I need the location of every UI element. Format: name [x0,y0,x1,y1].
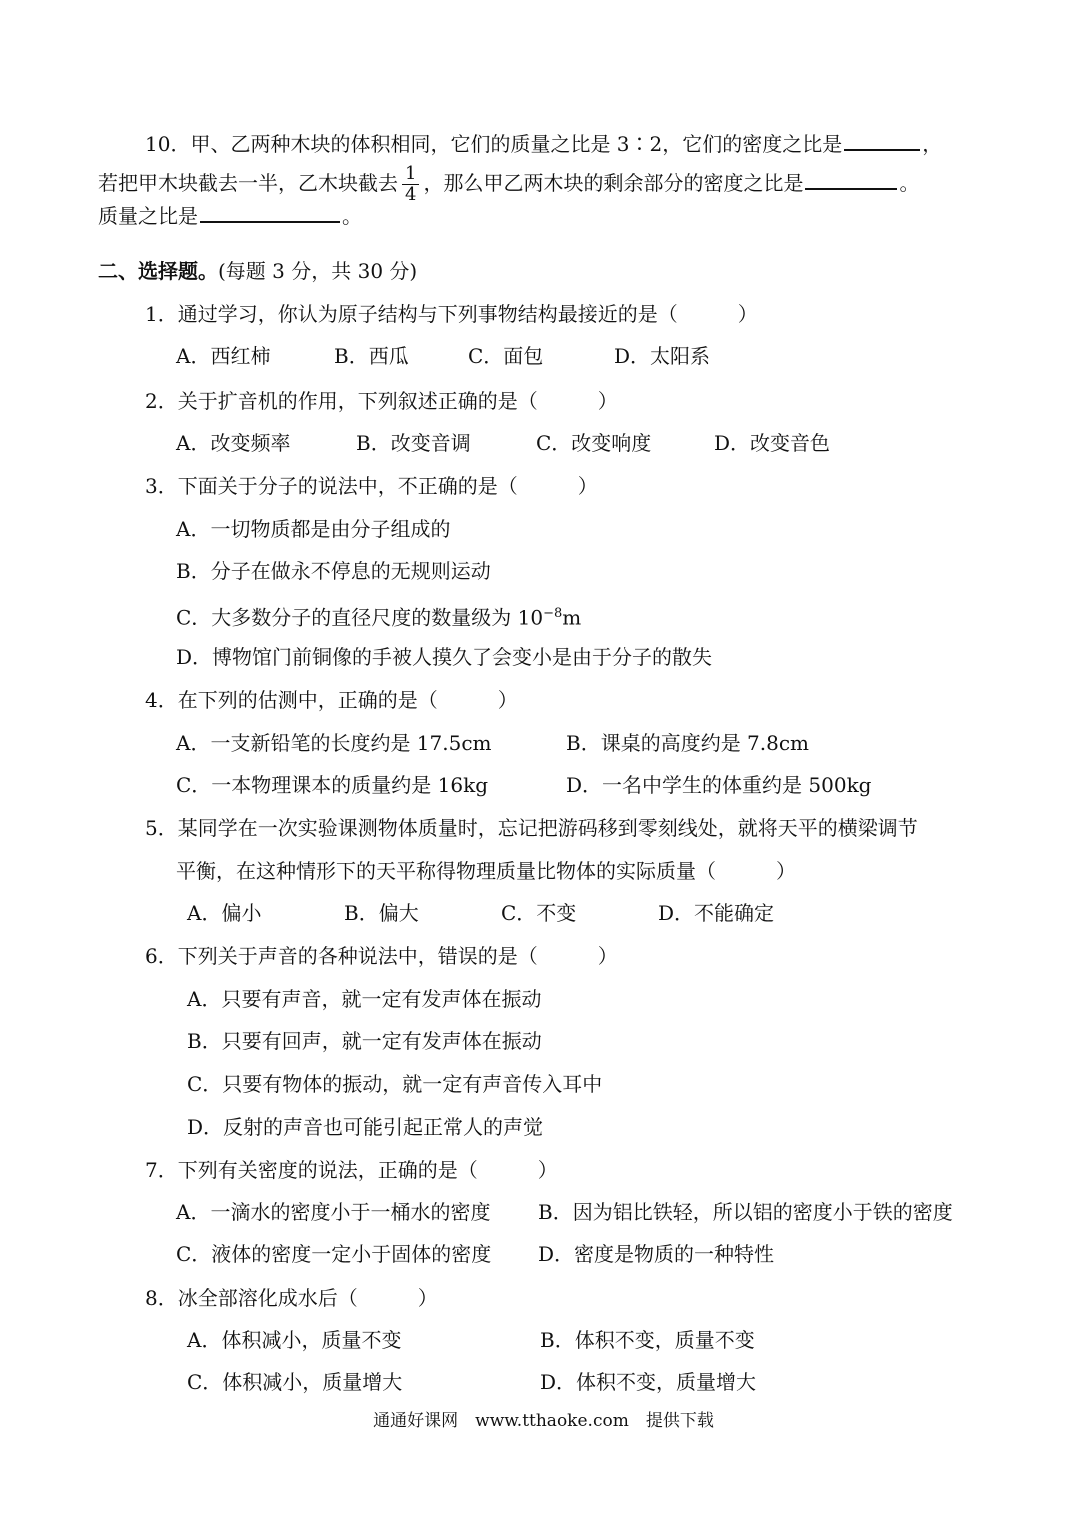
option-d: D．反射的声音也可能引起正常人的声觉 [187,1115,544,1139]
unit: m [562,605,582,630]
option-c: C．只要有物体的振动，就一定有声音传入耳中 [187,1072,603,1096]
option-d: D．改变音色 [714,431,831,455]
question-7-stem: 7．下列有关密度的说法，正确的是（ ） [145,1158,558,1182]
option-d: D．博物馆门前铜像的手被人摸久了会变小是由于分子的散失 [176,645,713,669]
option-b: B．体积不变，质量不变 [540,1328,755,1352]
option-c [176,599,581,633]
page-footer: 通通好课网 www.tthaoke.com 提供下载 [373,1411,714,1431]
option-a: A．偏小 [187,901,262,925]
question-8-options-row2 [187,1367,756,1397]
question-4-options-row2 [176,770,872,800]
punct: 。 [342,204,362,228]
question-8-options-row1 [187,1325,755,1355]
question-4-options-row1 [176,728,809,758]
option-b: B．课桌的高度约是 7.8cm [566,731,810,755]
option-d: D．太阳系 [614,344,711,368]
option-b: B．改变音调 [356,431,471,455]
q10-line3-text: 质量之比是 [98,204,198,228]
option-c: C．体积减小，质量增大 [187,1370,403,1394]
answer-blank [805,166,897,190]
option-d: D．密度是物质的一种特性 [538,1242,775,1266]
section-heading [98,256,417,286]
option-a: A．一支新铅笔的长度约是 17.5cm [176,731,492,755]
question-2-stem: 2．关于扩音机的作用，下列叙述正确的是（ ） [145,389,618,413]
question-1-options [176,341,710,371]
option-a: A．一切物质都是由分子组成的 [176,517,451,541]
option-a: A．只要有声音，就一定有发声体在振动 [187,987,542,1011]
q10-line1-text: 10．甲、乙两种木块的体积相同，它们的质量之比是 3∶2，它们的密度之比是 [145,132,843,156]
option-c: C．液体的密度一定小于固体的密度 [176,1242,492,1266]
option-a: A．改变频率 [176,431,291,455]
answer-blank [200,199,340,223]
q10-line1 [145,127,942,159]
option-c-text: C．大多数分子的直径尺度的数量级为 10 [176,605,544,630]
option-a: A．一滴水的密度小于一桶水的密度 [176,1200,491,1224]
question-7-options-row1 [176,1197,953,1227]
option-d: D．体积不变，质量增大 [540,1370,757,1394]
question-5-stem-cont: 平衡，在这种情形下的天平称得物理质量比物体的实际质量（ ） [176,859,796,883]
option-c: C．面包 [468,344,544,368]
option-b: B．只要有回声，就一定有发声体在振动 [187,1029,542,1053]
option-c: C．改变响度 [536,431,652,455]
option-d: D．一名中学生的体重约是 500kg [566,773,872,797]
exponent: −8 [543,606,563,621]
fraction [402,164,419,205]
question-5-options [187,898,774,928]
q10-line2-text: 若把甲木块截去一半，乙木块截去 [98,171,398,195]
question-2-options [176,428,830,458]
option-b: B．因为铝比铁轻，所以铝的密度小于铁的密度 [538,1200,953,1224]
option-b: B．分子在做永不停息的无规则运动 [176,559,491,583]
question-3-stem: 3．下面关于分子的说法中，不正确的是（ ） [145,474,598,498]
punct: ， [922,132,943,156]
section-note: (每题 3 分，共 30 分) [218,259,418,283]
punct: 。 [899,171,920,195]
question-1-stem: 1．通过学习，你认为原子结构与下列事物结构最接近的是（ ） [145,302,758,326]
question-8-stem: 8．冰全部溶化成水后（ ） [145,1286,438,1310]
fraction-denominator: 4 [405,184,417,205]
option-b: B．西瓜 [334,344,409,368]
answer-blank [844,127,920,151]
option-a: A．西红柿 [176,344,271,368]
option-c: C．不变 [501,901,577,925]
question-7-options-row2 [176,1239,774,1269]
q10-line3 [98,199,362,231]
option-b: B．偏大 [344,901,419,925]
question-6-stem: 6．下列关于声音的各种说法中，错误的是（ ） [145,944,618,968]
option-a: A．体积减小，质量不变 [187,1328,402,1352]
question-5-stem: 5．某同学在一次实验课测物体质量时，忘记把游码移到零刻线处，就将天平的横梁调节 [145,816,918,840]
question-4-stem: 4．在下列的估测中，正确的是（ ） [145,688,518,712]
option-d: D．不能确定 [658,901,775,925]
fraction-numerator: 1 [402,164,419,185]
option-c: C．一本物理课本的质量约是 16kg [176,773,489,797]
q10-line2-text-b: ，那么甲乙两木块的剩余部分的密度之比是 [423,171,804,195]
section-title: 二、选择题。 [98,259,218,283]
